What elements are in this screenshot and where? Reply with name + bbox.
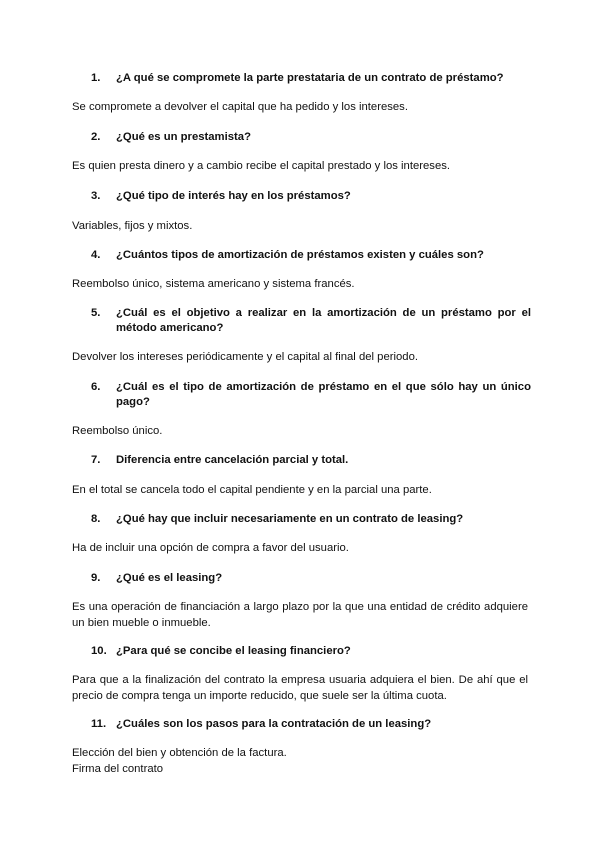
question-number: 6.	[91, 381, 101, 393]
question-text: ¿Qué es un prestamista?	[116, 131, 251, 143]
answer-7	[72, 483, 528, 499]
question-number: 8.	[91, 513, 101, 525]
question-text: ¿Qué hay que incluir necesariamente en un contrato de leasing?	[116, 513, 464, 525]
question-number: 4.	[91, 249, 101, 261]
question-text: ¿Qué tipo de interés hay en los préstamos?	[116, 190, 351, 202]
question-number: 10.	[91, 645, 107, 657]
question-number: 5.	[91, 307, 101, 319]
question-2	[91, 130, 531, 145]
question-text: Diferencia entre cancelación parcial y total.	[116, 454, 349, 466]
question-text: ¿Cuántos tipos de amortización de préstamos existen y cuáles son?	[116, 249, 484, 261]
answer-line: Firma del contrato	[72, 762, 164, 775]
answer-8	[72, 541, 528, 557]
answer-5	[72, 350, 528, 366]
question-7	[91, 453, 531, 468]
question-number: 9.	[91, 572, 101, 584]
answer-line: Para que a la finalización del contrato la empresa usuaria adquiera el bien. De ahí que el precio de compra tenga un importe reducido, que suele ser la última cuota.	[72, 674, 528, 702]
question-text: ¿A qué se compromete la parte prestataria de un contrato de préstamo?	[116, 72, 504, 84]
question-number: 3.	[91, 190, 101, 202]
answer-2	[72, 159, 528, 175]
answer-line: En el total se cancela todo el capital pendiente y en la parcial una parte.	[72, 484, 432, 496]
answer-10	[72, 673, 528, 704]
question-number: 1.	[91, 72, 101, 84]
question-8	[91, 512, 531, 527]
answer-1	[72, 100, 528, 116]
answer-3	[72, 219, 528, 235]
question-3	[91, 189, 531, 204]
question-10	[91, 644, 531, 659]
question-number: 7.	[91, 454, 101, 466]
question-number: 2.	[91, 131, 101, 143]
question-text: ¿Cuál es el tipo de amortización de préstamo en el que sólo hay un único pago?	[116, 381, 531, 408]
answer-line: Elección del bien y obtención de la factura.	[72, 747, 287, 759]
answer-line: Ha de incluir una opción de compra a favor del usuario.	[72, 542, 349, 554]
answer-11	[72, 746, 528, 777]
answer-line: Reembolso único.	[72, 425, 163, 437]
answer-line: Variables, fijos y mixtos.	[72, 220, 193, 232]
question-11	[91, 717, 531, 732]
question-4	[91, 248, 531, 263]
answer-4	[72, 277, 528, 293]
question-text: ¿Cuál es el objetivo a realizar en la amortización de un préstamo por el método americano?	[116, 307, 531, 334]
answer-line: Se compromete a devolver el capital que ha pedido y los intereses.	[72, 101, 408, 113]
question-1	[91, 71, 531, 86]
question-text: ¿Cuáles son los pasos para la contratación de un leasing?	[116, 718, 432, 730]
answer-9	[72, 600, 528, 631]
answer-line: Es quien presta dinero y a cambio recibe el capital prestado y los intereses.	[72, 160, 451, 172]
question-number: 11.	[91, 718, 107, 730]
question-6	[91, 380, 531, 410]
answer-line: Devolver los intereses periódicamente y el capital al final del periodo.	[72, 351, 418, 363]
question-text: ¿Qué es el leasing?	[116, 572, 223, 584]
question-text: ¿Para qué se concibe el leasing financiero?	[116, 645, 351, 657]
question-9	[91, 571, 531, 586]
answer-line: Reembolso único, sistema americano y sistema francés.	[72, 278, 355, 290]
answer-line: Es una operación de financiación a largo plazo por la que una entidad de crédito adquiere un bien mueble o inmueble.	[72, 601, 528, 629]
question-5	[91, 306, 531, 336]
answer-6	[72, 424, 528, 440]
